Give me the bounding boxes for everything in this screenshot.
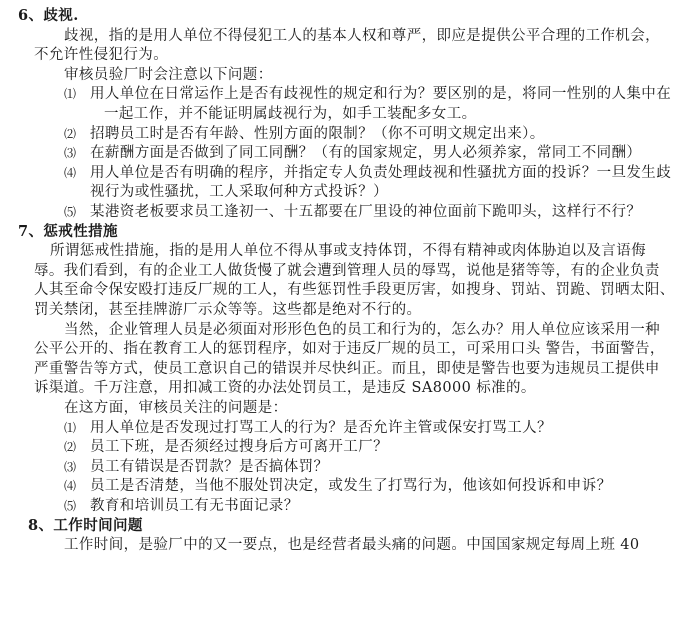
list-item-text: 员工有错误是否罚款？是否搞体罚？ <box>90 458 329 475</box>
list-item-continuation: 视行为或性骚扰，工人采取何种方式投诉？） <box>90 184 388 201</box>
list-item-text: 员工下班，是否须经过搜身后方可离开工厂？ <box>90 439 388 456</box>
section-7-paragraph-line: 辱。我们看到，有的企业工人做货慢了就会遭到管理人员的辱骂，说他是猪等等，有的企业负责 <box>34 262 660 279</box>
list-item <box>64 202 641 222</box>
list-item-text: 员工是否清楚，当他不服处罚决定，或发生了打骂行为，他该如何投诉和申诉？ <box>90 478 612 495</box>
section-6-paragraph-line: 不允许性侵犯行为。 <box>34 47 169 64</box>
section-7-heading: 7、惩戒性措施 <box>18 222 118 240</box>
list-item <box>64 476 612 496</box>
list-item-number: ⑴ <box>64 87 77 102</box>
list-item-text: 招聘员工时是否有年龄、性别方面的限制？（你不可明文规定出来）。 <box>90 125 545 142</box>
list-item-number: ⑷ <box>64 479 77 494</box>
section-7-intro: 在这方面，审核员关注的问题是： <box>64 400 288 416</box>
section-7-paragraph-line: 所谓惩戒性措施，指的是用人单位不得从事或支持体罚，不得有精神或肉体胁迫以及言语侮 <box>50 243 646 260</box>
list-item-text: 在薪酬方面是否做到了同工同酬？（有的国家规定，男人必须养家，常同工不同酬） <box>90 145 642 162</box>
list-item-text: 用人单位是否发现过打骂工人的行为？是否允许主管或保安打骂工人？ <box>90 419 552 436</box>
list-item-text: 用人单位是否有明确的程序，并指定专人负责处理歧视和性骚扰方面的投诉？一旦发生歧 <box>90 164 672 181</box>
list-item-number: ⑶ <box>64 459 77 474</box>
list-item <box>64 163 671 183</box>
section-6-intro: 审核员验厂时会注意以下问题： <box>64 66 273 83</box>
section-7-paragraph-line: 罚关禁闭，甚至挂牌游厂示众等等。这些都是绝对不行的。 <box>34 302 422 318</box>
section-7-paragraph-line: 人其至命令保安殴打违反厂规的工人，有些惩罚性手段更厉害，如搜身、罚站、罚跪、罚晒太阳、 <box>34 282 675 299</box>
list-item-text: 用人单位在日常运作上是否有歧视性的规定和行为？要区别的是，将同一性别的人集中在 <box>90 86 672 103</box>
section-6-heading: 6、歧视. <box>18 7 79 24</box>
list-item-number: ⑸ <box>64 205 77 219</box>
list-item-continuation: 一起工作，并不能证明属歧视行为，如手工装配多女工。 <box>104 106 477 122</box>
list-item <box>64 143 641 163</box>
list-item <box>64 457 328 477</box>
list-item <box>64 84 671 104</box>
list-item-text: 某港资老板要求员工逢初一、十五都要在厂里设的神位面前下跪叩头，这样行不行？ <box>90 204 642 220</box>
section-8-paragraph-line: 工作时间，是验厂中的又一要点，也是经营者最头痛的问题。中国国家规定每周上班 40 <box>64 537 640 554</box>
list-item <box>64 496 299 516</box>
list-item-number: ⑷ <box>64 165 77 180</box>
section-8-heading: 8、工作时间问题 <box>28 516 143 534</box>
section-7-paragraph-line: 公平公开的、指在教育工人的惩罚程序，如对于违反厂规的员工，可采用口头 警告，书面警告， <box>34 341 665 358</box>
section-7-paragraph-line: 当然，企业管理人员是必须面对形形色色的员工和行为的，怎么办？用人单位应该采用一种 <box>64 321 660 338</box>
list-item-number: ⑶ <box>64 146 77 161</box>
list-item <box>64 418 552 438</box>
section-6-paragraph-line: 歧视，指的是用人单位不得侵犯工人的基本人权和尊严，即应是提供公平合理的工作机会， <box>64 27 660 44</box>
list-item <box>64 437 388 457</box>
section-7-paragraph-line: 严重警告等方式，使员工意识自己的错误并尽快纠正。而且，即使是警告也要为违规员工提供申 <box>34 360 660 377</box>
list-item-number: ⑴ <box>64 420 77 435</box>
list-item-text: 教育和培训员工有无书面记录？ <box>90 498 299 514</box>
list-item-number: ⑸ <box>64 499 77 513</box>
list-item-number: ⑵ <box>64 126 77 141</box>
list-item <box>64 124 545 144</box>
section-7-paragraph-line: 诉渠道。千万注意，用扣减工资的办法处罚员工，是违反 SA8000 标准的。 <box>34 380 536 397</box>
list-item-number: ⑵ <box>64 440 77 455</box>
